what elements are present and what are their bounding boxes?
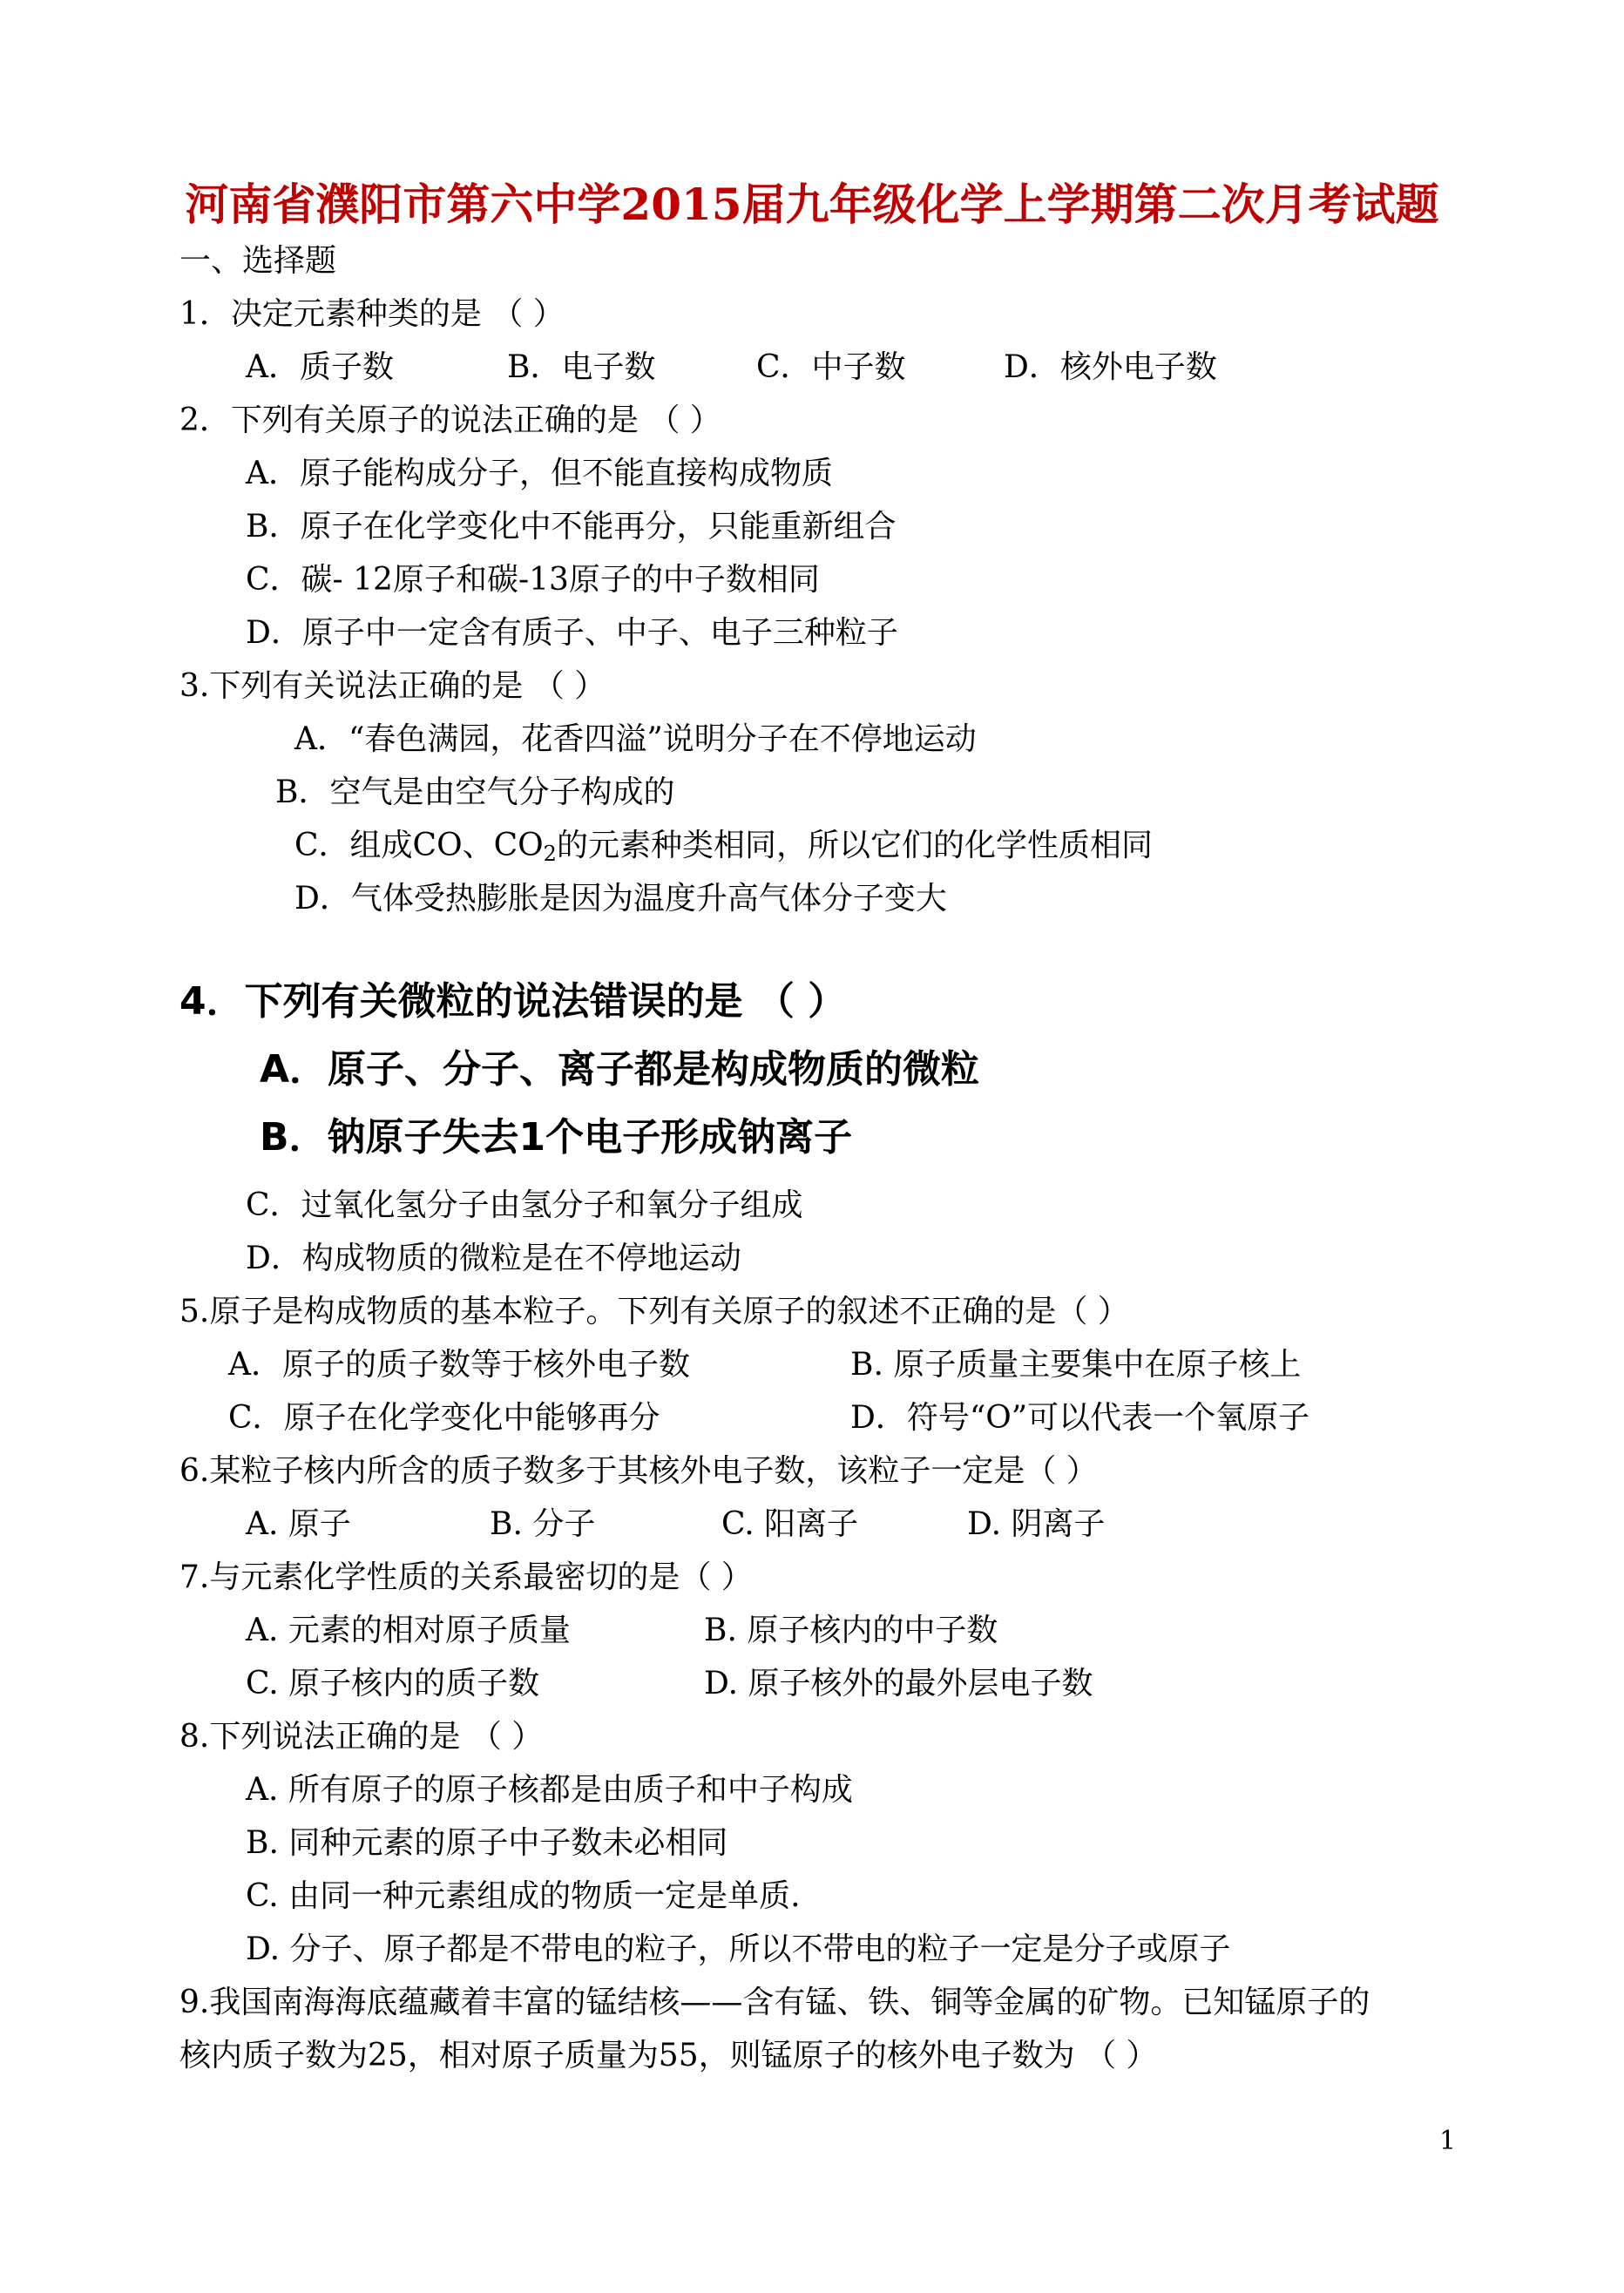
question-4-stem: 4．下列有关微粒的说法错误的是 （ ） xyxy=(179,979,847,1024)
page-title: 河南省濮阳市第六中学2015届九年级化学上学期第二次月考试题 xyxy=(185,179,1439,230)
question-4-option-b: B．钠原子失去1个电子形成钠离子 xyxy=(260,1115,853,1160)
question-7-option-d: D. 原子核外的最外层电子数 xyxy=(704,1666,1093,1701)
question-6-options xyxy=(0,1504,1624,1546)
question-8-option-c: C. 由同一种元素组成的物质一定是单质. xyxy=(246,1878,801,1914)
question-4-option-d: D．构成物质的微粒是在不停地运动 xyxy=(246,1241,741,1276)
question-1-stem: 1．决定元素种类的是 （ ） xyxy=(179,296,565,332)
question-5-options-row-2 xyxy=(0,1397,1624,1439)
question-7-option-a: A. 元素的相对原子质量 xyxy=(246,1613,571,1648)
question-6-option-d: D. 阴离子 xyxy=(967,1506,1106,1542)
question-4-option-a: A．原子、分子、离子都是构成物质的微粒 xyxy=(260,1047,980,1092)
question-2-option-a: A．原子能构成分子，但不能直接构成物质 xyxy=(246,456,833,491)
question-3-option-c xyxy=(294,825,1153,875)
question-8-option-b: B. 同种元素的原子中子数未必相同 xyxy=(246,1825,728,1861)
question-8-stem: 8.下列说法正确的是 （ ） xyxy=(179,1719,544,1755)
question-6-option-c: C. 阳离子 xyxy=(721,1506,859,1542)
question-2-stem: 2．下列有关原子的说法正确的是 （ ） xyxy=(179,402,721,438)
question-1-option-b: B．电子数 xyxy=(507,349,656,385)
question-1-options xyxy=(0,347,1624,389)
question-9-stem-line-2: 核内质子数为25，相对原子质量为55，则锰原子的核外电子数为 （ ） xyxy=(179,2038,1158,2073)
question-7-options-row-2 xyxy=(0,1663,1624,1705)
question-5-option-c: C．原子在化学变化中能够再分 xyxy=(228,1400,660,1436)
question-7-stem: 7.与元素化学性质的关系最密切的是（ ） xyxy=(179,1559,753,1595)
question-8-option-a: A. 所有原子的原子核都是由质子和中子构成 xyxy=(246,1772,853,1808)
question-3-option-c-tail: 的元素种类相同，所以它们的化学性质相同 xyxy=(556,828,1153,863)
question-5-options-row-1 xyxy=(0,1344,1624,1386)
question-5-option-a: A．原子的质子数等于核外电子数 xyxy=(228,1347,690,1383)
question-1-option-d: D．核外电子数 xyxy=(1004,349,1217,385)
question-4-option-c: C．过氧化氢分子由氢分子和氧分子组成 xyxy=(246,1187,803,1223)
question-8-option-d: D. 分子、原子都是不带电的粒子，所以不带电的粒子一定是分子或原子 xyxy=(246,1931,1231,1967)
question-5-stem: 5.原子是构成物质的基本粒子。下列有关原子的叙述不正确的是（ ） xyxy=(179,1294,1129,1329)
question-3-option-d: D．气体受热膨胀是因为温度升高气体分子变大 xyxy=(294,881,947,917)
question-6-option-a: A. 原子 xyxy=(246,1506,351,1542)
page-number: 1 xyxy=(1439,2126,1457,2156)
question-3-option-b: B．空气是由空气分子构成的 xyxy=(275,774,675,810)
question-7-options-row-1 xyxy=(0,1610,1624,1652)
question-7-option-b: B. 原子核内的中子数 xyxy=(704,1613,998,1648)
question-3-option-a: A．“春色满园，花香四溢”说明分子在不停地运动 xyxy=(294,721,977,757)
question-2-option-b: B．原子在化学变化中不能再分，只能重新组合 xyxy=(246,509,897,545)
question-3-option-c-head: C．组成CO、CO xyxy=(294,828,544,863)
question-7-option-c: C. 原子核内的质子数 xyxy=(246,1666,540,1701)
question-9-stem-line-1: 9.我国南海海底蕴藏着丰富的锰结核——含有锰、铁、铜等金属的矿物。已知锰原子的 xyxy=(179,1985,1370,2020)
question-5-option-b: B. 原子质量主要集中在原子核上 xyxy=(850,1347,1302,1383)
question-1-option-c: C．中子数 xyxy=(756,349,906,385)
question-2-option-c: C．碳- 12原子和碳-13原子的中子数相同 xyxy=(246,562,820,598)
question-1-option-a: A．质子数 xyxy=(246,349,394,385)
question-5-option-d: D．符号“O”可以代表一个氧原子 xyxy=(850,1400,1310,1436)
question-3-stem: 3.下列有关说法正确的是 （ ） xyxy=(179,668,606,704)
question-2-option-d: D．原子中一定含有质子、中子、电子三种粒子 xyxy=(246,615,898,651)
subscript-2: 2 xyxy=(543,842,557,866)
question-6-option-b: B. 分子 xyxy=(490,1506,596,1542)
section-heading: 一、选择题 xyxy=(179,243,337,279)
question-6-stem: 6.某粒子核内所含的质子数多于其核外电子数，该粒子一定是（ ） xyxy=(179,1453,1098,1489)
